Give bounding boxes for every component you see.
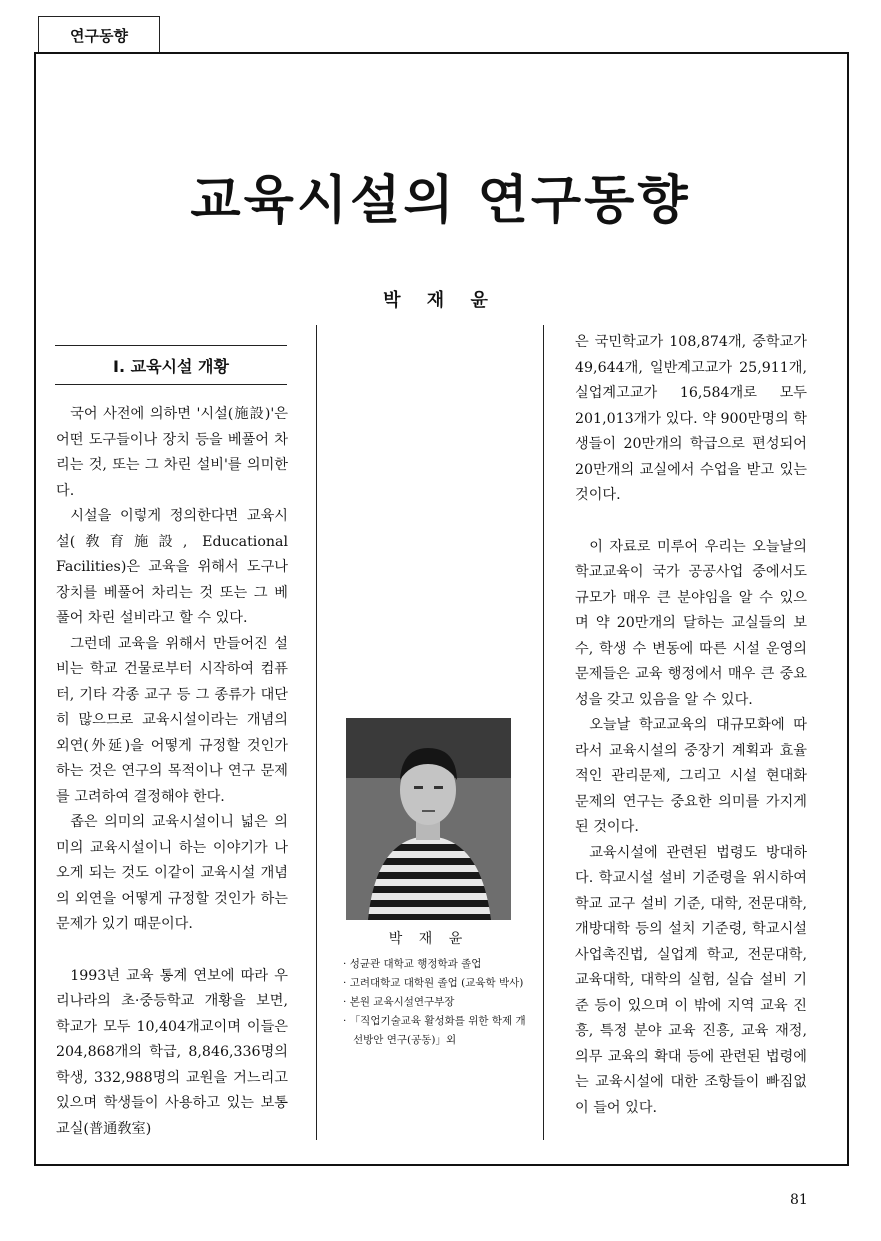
right-column: [575, 330, 807, 1121]
bio-item: · 성균관 대학교 행정학과 졸업: [343, 958, 482, 970]
bio-name: 박 재 윤: [388, 931, 469, 947]
left-column: [56, 402, 288, 1142]
bio-item: · 「직업기술교육 활성화를 위한 학제 개선방안 연구(공동)」외: [343, 1015, 526, 1046]
article-author: 박 재 윤: [383, 290, 498, 311]
page-number: 81: [790, 1192, 808, 1208]
paragraph: 국어 사전에 의하면 '시설(施設)'은 어떤 도구들이나 장치 등을 베풀어 차리는 것, 또는 그 차린 설비'를 의미한다.: [56, 406, 288, 499]
section-tab: 연구동향: [38, 16, 160, 53]
paragraph: 1993년 교육 통계 연보에 따라 우리나라의 초·중등학교 개황을 보면, 학교가 모두 10,404개교이며 이들은 204,868개의 학급, 8,846,336명의 학생, 332,988명의 교원을 거느리고 있으며 학생들이 사용하고 있는 보통교실(普通敎室): [56, 967, 288, 1137]
paragraph: 은 국민학교가 108,874개, 중학교가 49,644개, 일반계고교가 25,911개, 실업계고교가 16,584개로 모두 201,013개가 있다. 약 900만명의 학생들이 20만개의 학급으로 편성되어 20만개의 교실에서 수업을 받고 있는 것이다.: [575, 334, 807, 503]
paragraph: 그런데 교육을 위해서 만들어진 설비는 학교 건물로부터 시작하여 컴퓨터, 기타 각종 교구 등 그 종류가 대단히 많으므로 교육시설이라는 개념의 외연(外延)을 어떻게 규정할 것인가 하는 것은 연구의 목적이나 연구 문제를 고려하여 결정해야 한다.: [56, 635, 288, 805]
column-divider-right: [543, 325, 544, 1140]
article-title: 교육시설의 연구동향: [190, 171, 691, 231]
author-photo: [346, 718, 511, 920]
paragraph: 오늘날 학교교육의 대규모화에 따라서 교육시설의 중장기 계획과 효율적인 관리문제, 그리고 시설 현대화 문제의 연구는 중요한 의미를 가지게 된 것이다.: [575, 717, 807, 835]
column-divider-left: [316, 325, 317, 1140]
paragraph: 좁은 의미의 교육시설이니 넓은 의미의 교육시설이니 하는 이야기가 나오게 되는 것도 이같이 교육시설 개념의 외연을 어떻게 규정할 것인가 하는 문제가 있기 때문이다.: [56, 814, 288, 932]
paragraph: 교육시설에 관련된 법령도 방대하다. 학교시설 설비 기준령을 위시하여 학교 교구 설비 기준, 대학, 전문대학, 개방대학 등의 설치 기준령, 학교시설 사업촉진법, 실업계 학교, 전문대학, 교육대학, 대학의 실험, 실습 설비 기준 등이 있으며 이 밖에 지역 교육 진흥, 특정 분야 교육 진흥, 교육 재정, 의무 교육의 확대 등에 관련된 법령에는 교육시설에 대한 조항들이 빠짐없이 들어 있다.: [575, 844, 807, 1116]
bio-item: · 본원 교육시설연구부장: [343, 996, 455, 1008]
paragraph: 시설을 이렇게 정의한다면 교육시설(敎育施設, Educational Facilities)은 교육을 위해서 도구나 장치를 베풀어 차리는 것 또는 그 베풀어 차린 설비라고 할 수 있다.: [56, 508, 288, 626]
portrait-image: [346, 718, 511, 920]
bio-item: · 고려대학교 대학원 졸업 (교육학 박사): [343, 977, 524, 989]
section-heading: I. 교육시설 개황: [55, 345, 287, 385]
paragraph: 이 자료로 미루어 우리는 오늘날의 학교교육이 국가 공공사업 중에서도 규모가 매우 큰 분야임을 알 수 있으며 약 20만개의 달하는 교실들의 보수, 학생 수 변동에 따른 시설 운영의 문제들은 교육 행정에서 매우 큰 중요성을 갖고 있음을 알 수 있다.: [575, 538, 807, 708]
bio-list: [343, 955, 528, 1050]
